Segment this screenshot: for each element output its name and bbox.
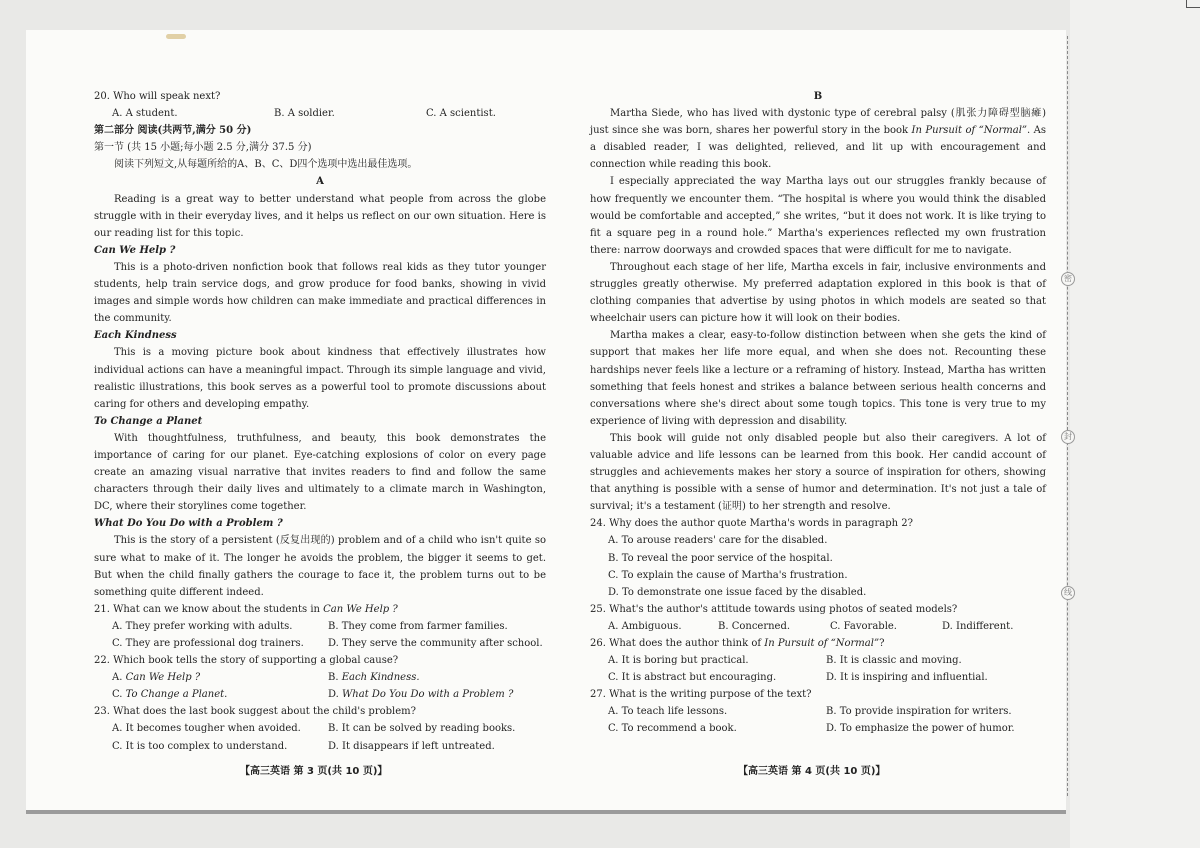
q22-option-b: B. Each Kindness.	[328, 672, 420, 684]
seal-mark-xian: 线	[1061, 586, 1075, 600]
q26-option-d: D. It is inspiring and influential.	[826, 672, 988, 684]
book-3-title: To Change a Planet	[94, 415, 203, 427]
q27-stem: 27. What is the writing purpose of the text?	[590, 689, 812, 701]
q21-option-d: D. They serve the community after school.	[328, 638, 543, 649]
seal-mark-feng: 封	[1061, 430, 1075, 444]
q23-stem: 23. What does the last book suggest about the child's problem?	[94, 706, 416, 718]
book-1-text: This is a photo-driven nonfiction book that follows real kids as they tutor younger students, help train service dogs, and grow produce for food banks, showing in vivid images and simple words how children can make immediate and practical differences in the community.	[94, 261, 546, 325]
q22-stem: 22. Which book tells the story of supporting a global cause?	[94, 655, 399, 667]
passage-b-paragraph-2: I especially appreciated the way Martha lays out our struggles frankly because of how frequently we encounter them. “The hospital is where you would think the disabled would be comfortable and accepted,” she writes, “but it does not work. It is like trying to fit a square peg in a round hole.” Martha's experiences reflected my own frustration there: narrow doorways and crowded spaces that were difficult for me to navigate.	[590, 176, 1046, 256]
passage-b-paragraph-5: This book will guide not only disabled people but also their caregivers. A lot of valuable advice and life lessons can be learned from this book. Her candid account of struggles and achievements makes her story a source of inspiration for others, showing that anything is possible with a sense of humor and determination. It's not just a tale of survival; it's a testament (证明) to her strength and resolve.	[590, 432, 1046, 513]
q26-stem: 26. What does the author think of In Pursuit of “Normal”?	[590, 638, 885, 649]
q24-option-c: C. To explain the cause of Martha's frustration.	[608, 569, 848, 581]
q21-options	[94, 618, 546, 652]
corner-crop-mark	[1186, 0, 1200, 8]
q21-option-c: C. They are professional dog trainers.	[112, 638, 304, 649]
q22-option-c: C. To Change a Planet.	[112, 689, 228, 701]
passage-a-intro: Reading is a great way to better understand what people from across the globe struggle with in their everyday lives, and it helps us reflect on our own situation. Here is our reading list for this topic.	[94, 193, 546, 239]
reading-instruction: 阅读下列短文,从每题所给的A、B、C、D四个选项中选出最佳选项。	[114, 159, 418, 171]
q20-options	[94, 105, 546, 122]
passage-b-paragraph-3: Throughout each stage of her life, Martha excels in fair, inclusive environments and struggles greatly otherwise. My preferred adaptation explored in this book is that of clothing companies that advertise by using photos in which models are seated so that wheelchair users can picture how it will look on their bodies.	[590, 261, 1046, 325]
q23-option-b: B. It can be solved by reading books.	[328, 723, 516, 735]
q26-option-c: C. It is abstract but encouraging.	[608, 672, 777, 684]
page-3-footer: 【高三英语 第 3 页(共 10 页)】	[240, 766, 388, 777]
q24-stem: 24. Why does the author quote Martha's words in paragraph 2?	[590, 518, 913, 530]
q21-book-title: Can We Help ?	[323, 603, 398, 615]
q22-options	[94, 669, 546, 703]
q21-option-a: A. They prefer working with adults.	[112, 620, 293, 632]
book-2-text: This is a moving picture book about kindness that effectively illustrates how individual actions can have a meaningful impact. Through its simple language and vivid, realistic illustrations, this book serves as a powerful tool to promote discussions about caring for others and developing empathy.	[94, 347, 546, 410]
passage-a-label: A	[316, 176, 324, 188]
seal-line	[1067, 36, 1068, 796]
book-1-title: Can We Help ?	[94, 244, 176, 256]
q26-option-b: B. It is classic and moving.	[826, 655, 962, 667]
q25-option-d: D. Indifferent.	[942, 620, 1014, 632]
q25-options	[590, 618, 1046, 635]
q22-option-a: A. Can We Help ?	[112, 672, 201, 684]
q23-option-d: D. It disappears if left untreated.	[328, 740, 495, 752]
q21-stem: 21. What can we know about the students in Can We Help ?	[94, 603, 398, 615]
q25-option-a: A. Ambiguous.	[608, 620, 682, 632]
q20-option-b: B. A soldier.	[274, 108, 335, 120]
q25-option-b: B. Concerned.	[718, 620, 791, 632]
passage-b-paragraph-4: Martha makes a clear, easy-to-follow distinction between when she gets the kind of support that makes her life more equal, and when she does not. Recounting these hardships never feels like a lecture or a reframing of history. Instead, Martha has written something that feels honest and strikes a balance between serious health concerns and conversations where she's direct about some tough topics. This tone is very true to my experience of living with depression and disability.	[590, 330, 1046, 427]
q20-option-c: C. A scientist.	[426, 108, 496, 120]
seal-mark-mi: 密	[1061, 272, 1075, 286]
q24-option-b: B. To reveal the poor service of the hospital.	[608, 552, 833, 564]
book-4-text: This is the story of a persistent (反复出现的) problem and of a child who isn't quite so sure what to make of it. The longer he avoids the problem, the bigger it seems to get. But when the child finally gathers the courage to face it, the problem turns out to be something quite different indeed.	[94, 535, 546, 598]
q25-stem: 25. What's the author's attitude towards using photos of seated models?	[590, 603, 958, 615]
book-2-title: Each Kindness	[94, 330, 177, 342]
page-4-footer: 【高三英语 第 4 页(共 10 页)】	[738, 766, 886, 777]
q27-option-b: B. To provide inspiration for writers.	[826, 706, 1012, 718]
q27-option-a: A. To teach life lessons.	[608, 706, 728, 718]
q21-option-b: B. They come from farmer families.	[328, 620, 508, 632]
q26-book-title: In Pursuit of “Normal”	[764, 638, 880, 649]
q27-options	[590, 703, 1046, 737]
q20-option-a: A. A student.	[112, 108, 178, 120]
book-title-normal: In Pursuit of “Normal”	[911, 125, 1028, 137]
q26-option-a: A. It is boring but practical.	[608, 655, 749, 667]
q23-option-c: C. It is too complex to understand.	[112, 740, 288, 752]
sheet-edge	[26, 810, 1066, 814]
page-3-column	[94, 88, 546, 755]
page-4-column	[590, 88, 1046, 738]
q25-option-c: C. Favorable.	[830, 620, 897, 632]
section-one-title: 第一节 (共 15 小题;每小题 2.5 分,满分 37.5 分)	[94, 142, 312, 154]
book-3-text: With thoughtfulness, truthfulness, and beauty, this book demonstrates the importance of caring for our planet. Eye-catching explosions of color on every page create an amazing visual narrative that invites readers to find and follow the same characters through their daily lives and ultimately to a climate march in Washington, DC, where their storylines come together.	[94, 432, 546, 513]
q22-option-d: D. What Do You Do with a Problem ?	[328, 689, 514, 701]
q20-stem: 20. Who will speak next?	[94, 91, 221, 102]
q27-option-d: D. To emphasize the power of humor.	[826, 723, 1015, 735]
q26-options	[590, 652, 1046, 686]
passage-b-label: B	[813, 91, 823, 102]
q27-option-c: C. To recommend a book.	[608, 723, 737, 735]
q23-options	[94, 720, 546, 754]
book-4-title: What Do You Do with a Problem ?	[94, 518, 283, 530]
part-two-title: 第二部分 阅读(共两节,满分 50 分)	[94, 125, 252, 137]
passage-b-paragraph-1: Martha Siede, who has lived with dystonic type of cerebral palsy (肌张力障碍型脑瘫) just since she was born, shares her powerful story in the book In Pursuit of “Normal”. As a disabled reader, I was delighted, relieved, and lit up with encouragement and connection while reading this book.	[590, 108, 1046, 171]
paper-smudge	[166, 34, 186, 39]
q24-option-a: A. To arouse readers' care for the disabled.	[608, 535, 828, 547]
q24-option-d: D. To demonstrate one issue faced by the disabled.	[608, 586, 867, 598]
q23-option-a: A. It becomes tougher when avoided.	[112, 723, 301, 735]
binding-margin	[1070, 0, 1200, 848]
